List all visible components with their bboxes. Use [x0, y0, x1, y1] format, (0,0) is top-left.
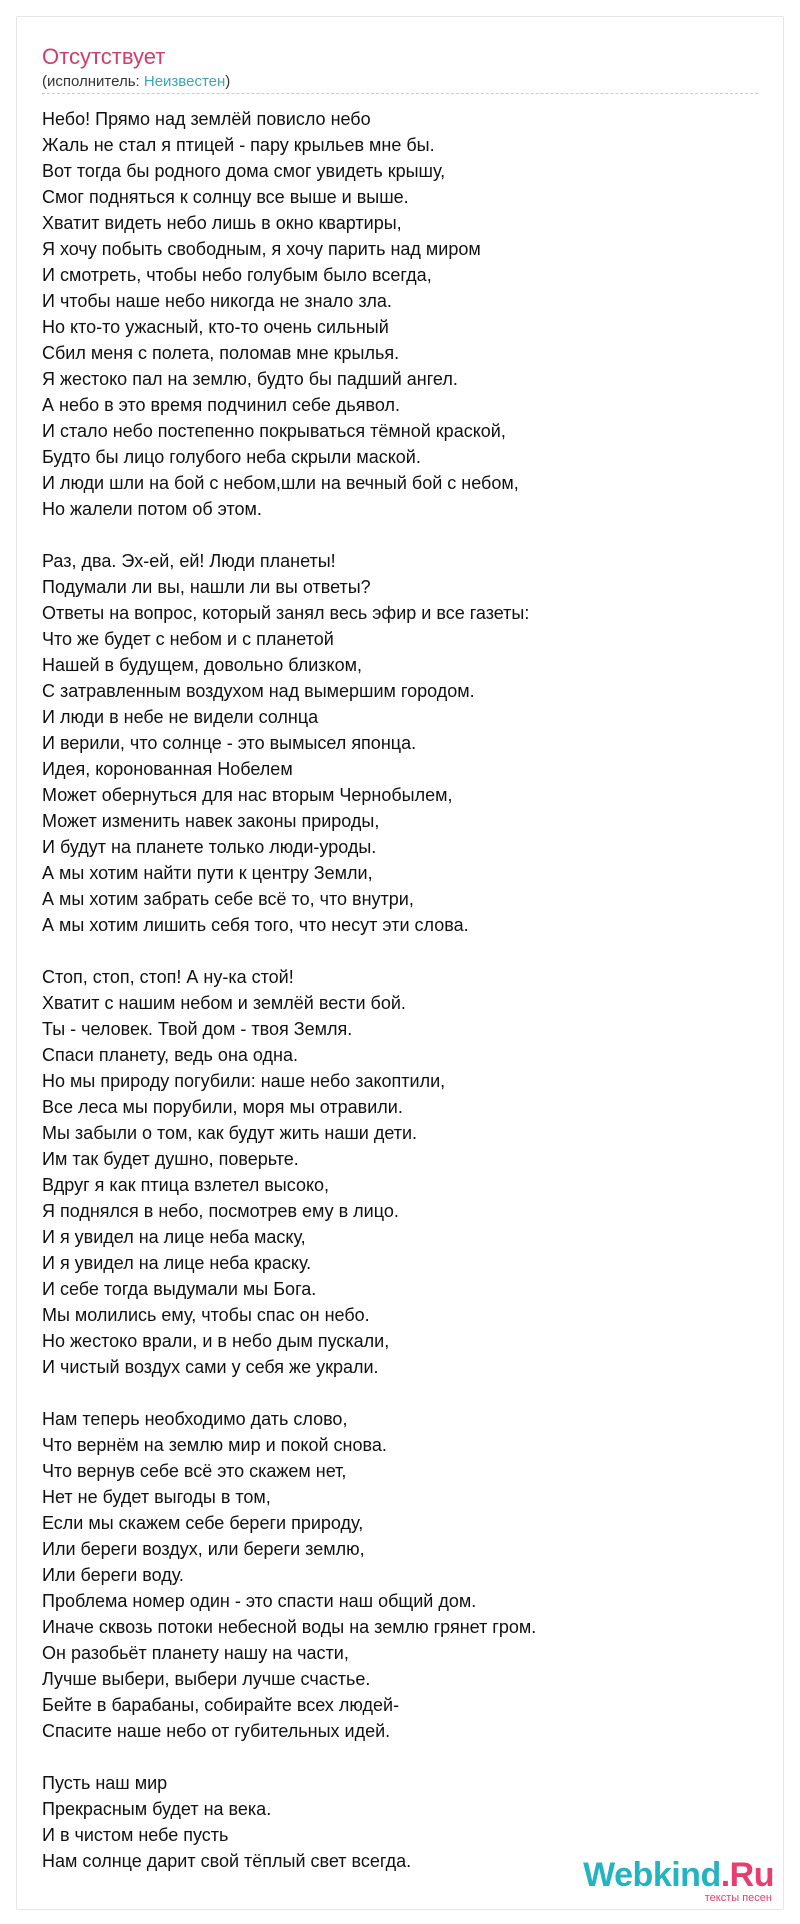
logo-wordmark: [583, 1858, 774, 1892]
artist-prefix: (исполнитель:: [42, 73, 144, 90]
divider: [42, 93, 758, 94]
site-logo[interactable]: [583, 1858, 774, 1904]
song-title: Отсутствует: [42, 44, 166, 69]
artist-line: [42, 72, 230, 92]
artist-link[interactable]: Неизвестен: [143, 73, 226, 90]
artist-suffix: ): [225, 73, 231, 90]
logo-tagline: тексты песен: [704, 1892, 772, 1904]
logo-main-text: Webkind: [583, 1856, 721, 1894]
logo-dot: .: [720, 1856, 730, 1894]
logo-ru: Ru: [729, 1856, 774, 1894]
lyrics-text: Небо! Прямо над землёй повисло небо Жаль не стал я птицей - пару крыльев мне бы. Вот тогда бы родного дома смог увидеть крышу, Смог подняться к солнцу все выше и выше. Хватит видеть небо лишь в окно квартиры, Я хочу побыть свободным, я хочу парить над миром И смотреть, чтобы небо голубым было всегда, И чтобы наше небо никогда не знало зла. Но кто-то ужасный, кто-то очень сильный Сбил меня с полета, поломав мне крылья. Я жестоко пал на землю, будто бы падший ангел. А небо в это время подчинил себе дьявол. И стало небо постепенно покрываться тёмной краской, Будто бы лицо голубого неба скрыли маской. И люди шли на бой с небом,шли на вечный бой с небом, Но жалели потом об этом. Раз, два. Эх-ей, ей! Люди планеты! Подумали ли вы, нашли ли вы ответы? Ответы на вопрос, который занял весь эфир и все газеты: Что же будет с небом и с планетой Нашей в будущем, довольно близком, С затравленным воздухом над вымершим городом. И люди в небе не видели солнца И верили, что солнце - это вымысел японца. Идея, коронованная Нобелем Может обернуться для нас вторым Чернобылем, Может изменить навек законы природы, И будут на планете только люди-уроды. А мы хотим найти пути к центру Земли, А мы хотим забрать себе всё то, что внутри, А мы хотим лишить себя того, что несут эти слова. Стоп, стоп, стоп! А ну-ка стой! Хватит с нашим небом и землёй вести бой. Ты - человек. Твой дом - твоя Земля. Спаси планету, ведь она одна. Но мы природу погубили: наше небо закоптили, Все леса мы порубили, моря мы отравили. Мы забыли о том, как будут жить наши дети. Им так будет душно, поверьте. Вдруг я как птица взлетел высоко, Я поднялся в небо, посмотрев ему в лицо. И я увидел на лице неба маску, И я увидел на лице неба краску. И себе тогда выдумали мы Бога. Мы молились ему, чтобы спас он небо. Но жестоко врали, и в небо дым пускали, И чистый воздух сами у себя же украли. Нам теперь необходимо дать слово, Что вернём на землю мир и покой снова. Что вернув себе всё это скажем нет, Нет не будет выгоды в том, Если мы скажем себе береги природу, Или береги воздух, или береги землю, Или береги воду. Проблема номер один - это спасти наш общий дом. Иначе сквозь потоки небесной воды на землю грянет гром. Он разобьёт планету нашу на части, Лучше выбери, выбери лучше счастье. Бейте в барабаны, собирайте всех людей- Спасите наше небо от губительных идей. Пусть наш мир Прекрасным будет на века. И в чистом небе пусть Нам солнце дарит свой тёплый свет всегда.: [42, 109, 537, 1871]
